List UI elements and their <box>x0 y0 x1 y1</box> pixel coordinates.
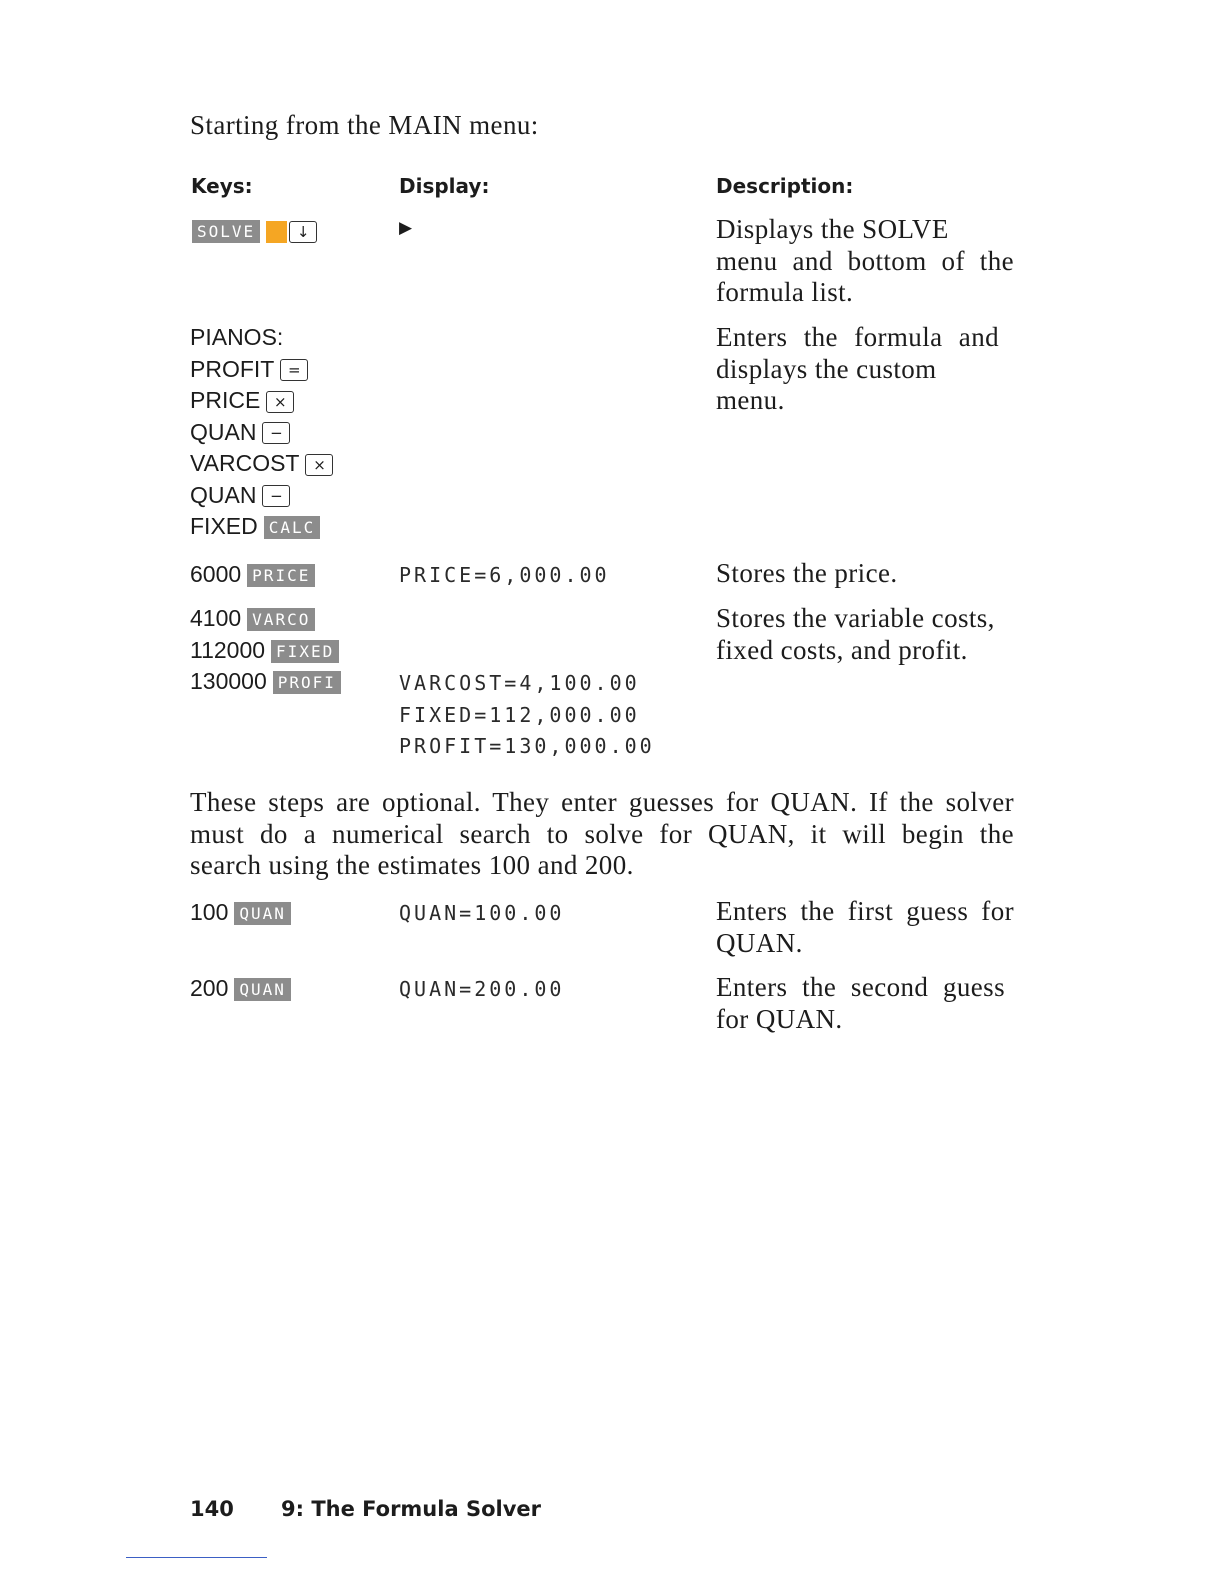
optional-paragraph: These steps are optional. They enter guesses for QUAN. If the solver must do a numerical search to solve for QUAN, it will begin the search using the estimates 100 and 200. <box>190 787 1014 880</box>
page-number: 140 <box>190 1497 234 1521</box>
step1-display-icon: ▶ <box>399 218 413 237</box>
multiply-key: × <box>266 391 294 413</box>
guess1-keys: 100 QUAN <box>190 899 291 926</box>
formula-keys: PIANOS: PROFIT = PRICE × QUAN − VARCOST × QUAN − FIXED CALC <box>190 322 333 543</box>
price-description: Stores the price. <box>716 558 898 588</box>
chapter-title: 9: The Formula Solver <box>281 1497 541 1521</box>
minus-key: − <box>262 485 290 507</box>
price-display: PRICE=6,000.00 <box>399 563 610 587</box>
calc-softkey: CALC <box>264 516 321 539</box>
costs-display: VARCOST=4,100.00 FIXED=112,000.00 PROFIT=130,000.00 <box>399 671 655 758</box>
guess1-description: Enters the first guess for QUAN. <box>716 896 1014 958</box>
display-header: Display: <box>399 174 490 198</box>
guess2-keys: 200 QUAN <box>190 975 291 1002</box>
equals-key: = <box>280 359 308 381</box>
down-arrow-key: ↓ <box>289 221 317 243</box>
quan-softkey: QUAN <box>234 978 291 1001</box>
fixed-softkey: FIXED <box>271 640 339 663</box>
step1-description: Displays the SOLVE menu and bottom of the formula list. <box>716 214 1014 307</box>
varco-softkey: VARCO <box>247 608 315 631</box>
price-step-keys: 6000 PRICE <box>190 561 315 588</box>
quan-softkey: QUAN <box>234 902 291 925</box>
description-header: Description: <box>716 174 854 198</box>
multiply-key: × <box>305 454 333 476</box>
shift-key-icon <box>266 221 287 243</box>
price-softkey: PRICE <box>247 564 315 587</box>
guess1-display: QUAN=100.00 <box>399 901 565 925</box>
step2-description: Enters the formula and displays the custom menu. <box>716 322 999 415</box>
keys-header: Keys: <box>191 174 253 198</box>
guess2-display: QUAN=200.00 <box>399 977 565 1001</box>
intro-text: Starting from the MAIN menu: <box>190 110 539 140</box>
bottom-rule <box>126 1557 267 1558</box>
profi-softkey: PROFI <box>273 671 341 694</box>
costs-description: Stores the variable costs, fixed costs, and profit. <box>716 603 995 665</box>
minus-key: − <box>262 422 290 444</box>
guess2-description: Enters the second guess for QUAN. <box>716 972 1005 1034</box>
step1-keys <box>186 220 317 243</box>
costs-step-keys: 4100 VARCO 112000 FIXED 130000 PROFI <box>190 603 341 698</box>
solve-softkey: SOLVE <box>192 220 260 243</box>
